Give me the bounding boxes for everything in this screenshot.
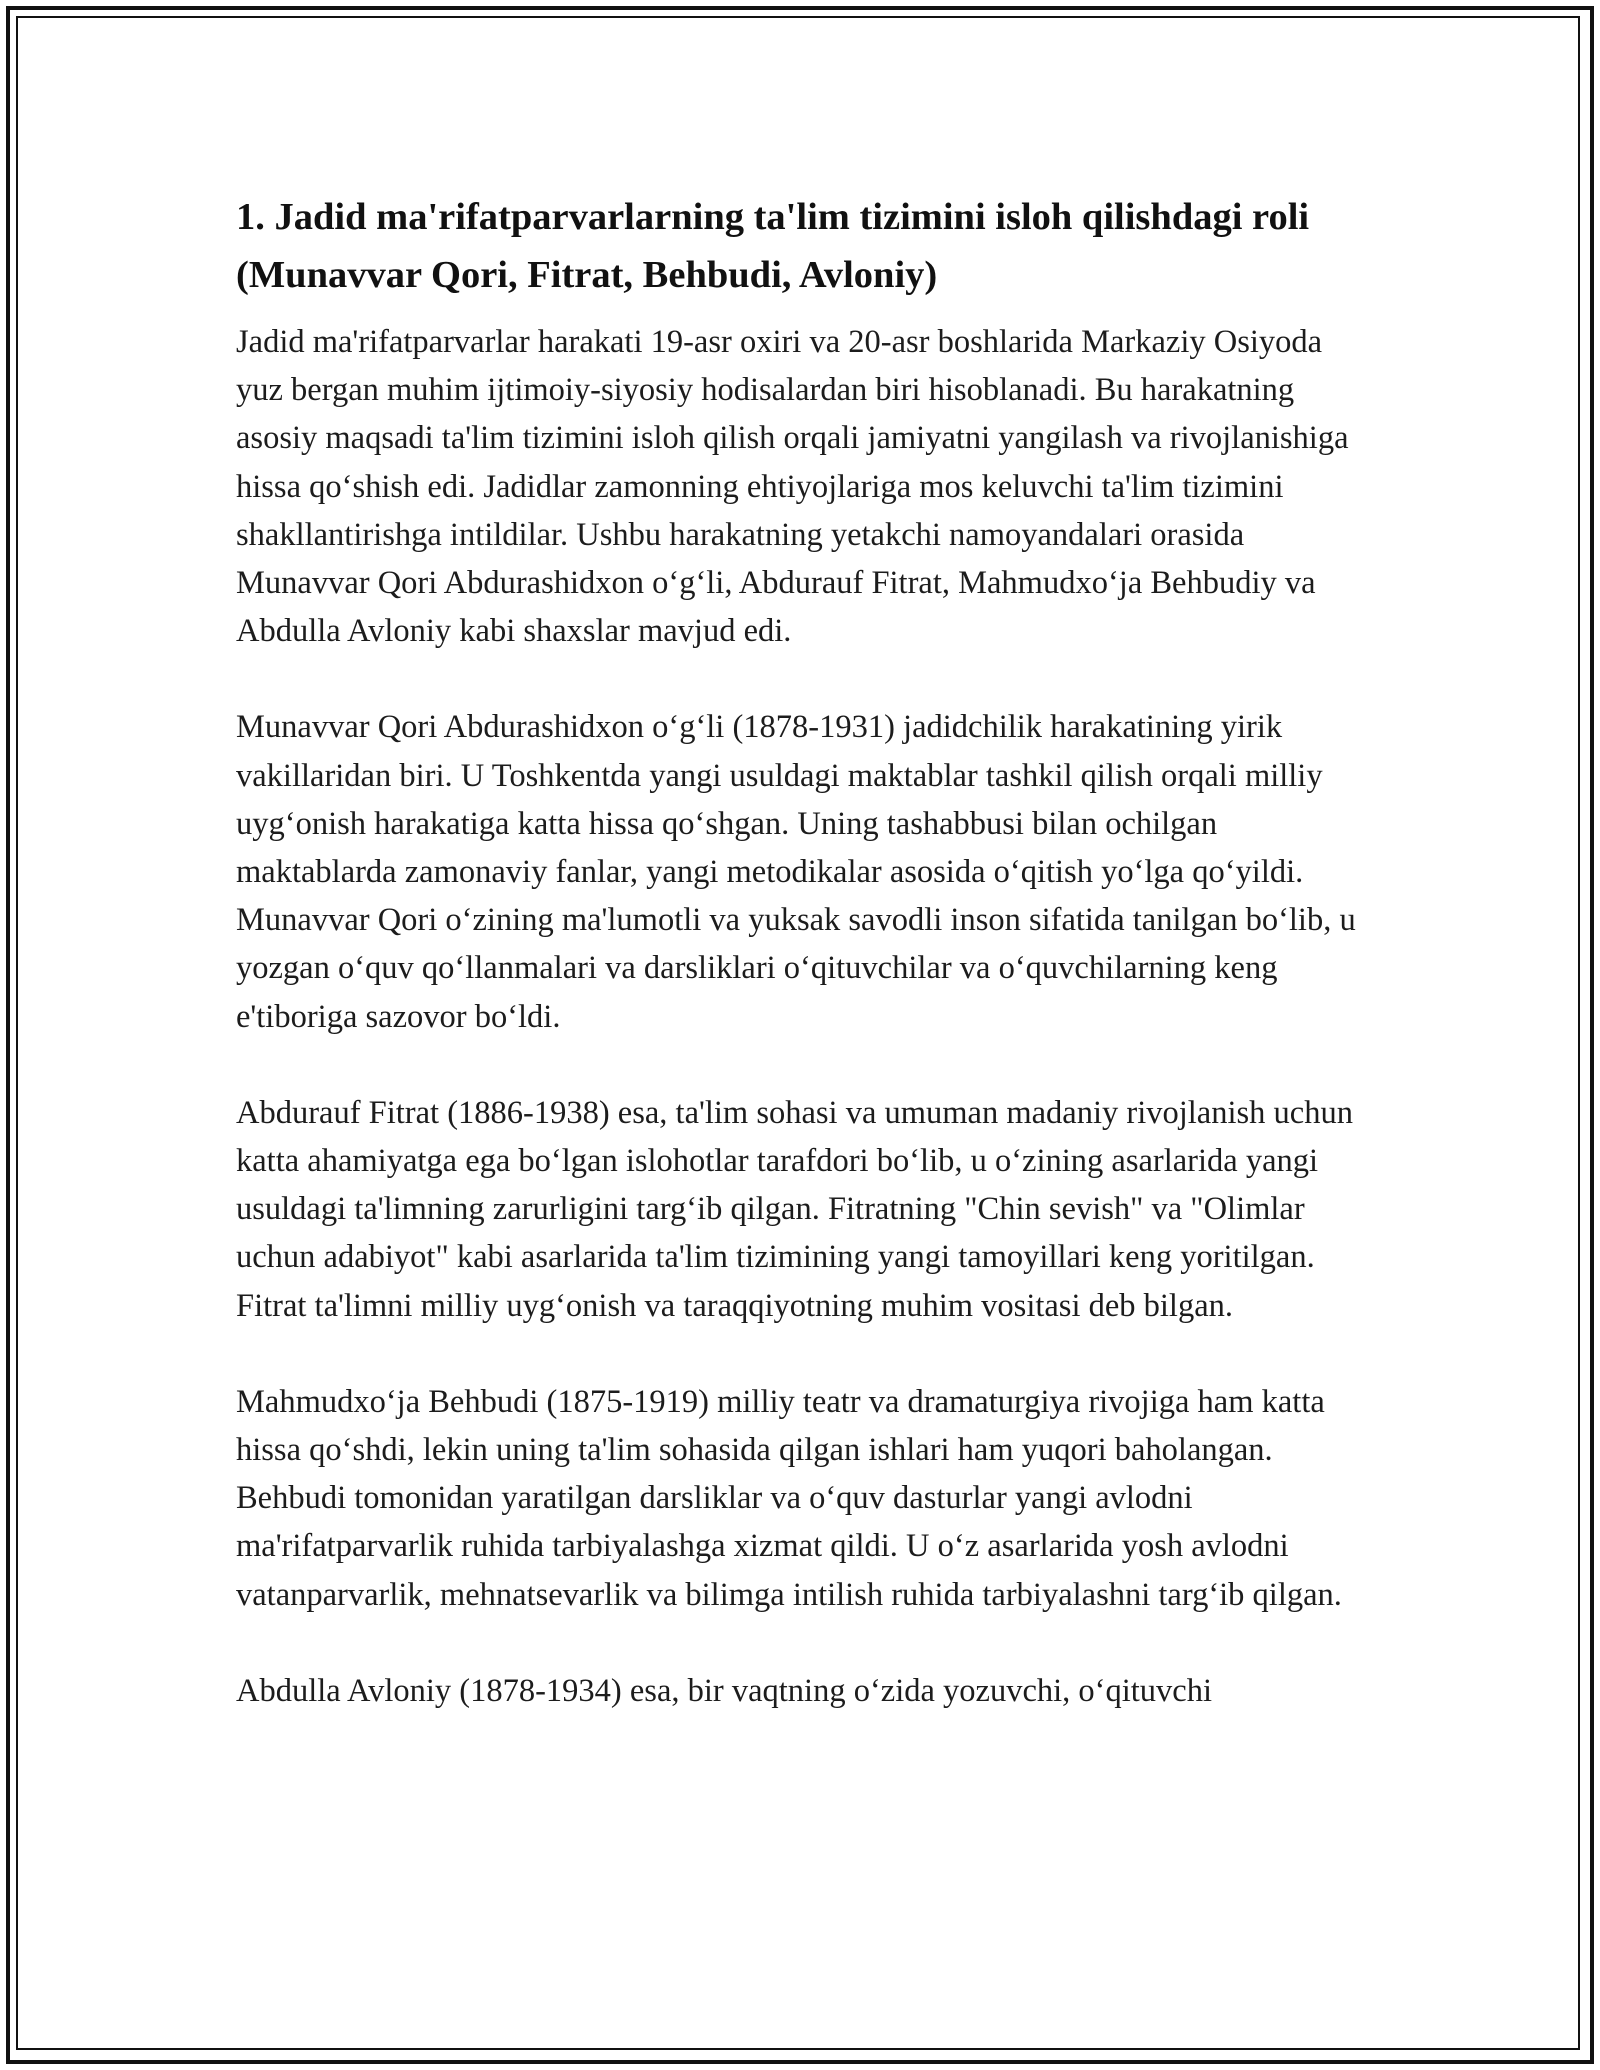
- paragraph-fitrat: Abdurauf Fitrat (1886-1938) esa, ta'lim sohasi va umuman madaniy rivojlanish uchun katta ahamiyatga ega boʻlgan islohotlar tarafdori boʻlib, u oʻzining asarlarida yangi usuldagi ta'limning zarurligini targʻib qilgan. Fitratning "Chin sevish" va "Olimlar uchun adabiyot" kabi asarlarida ta'lim tizimining yangi tamoyillari keng yoritilgan. Fitrat ta'limni milliy uygʻonish va taraqqiyotning muhim vositasi deb bilgan.: [236, 1094, 1353, 1324]
- paragraph-behbudi: Mahmudxoʻja Behbudi (1875-1919) milliy teatr va dramaturgiya rivojiga ham katta hissa qoʻshdi, lekin uning ta'lim sohasida qilgan ishlari ham yuqori baholangan. Behbudi tomonidan yaratilgan darsliklar va oʻquv dasturlar yangi avlodni ma'rifatparvarlik ruhida tarbiyalashga xizmat qildi. U oʻz asarlarida yosh avlodni vatanparvarlik, mehnatsevarlik va bilimga intilish ruhida tarbiyalashni targʻib qilgan.: [236, 1383, 1342, 1613]
- paragraph-munavvar-qori: Munavvar Qori Abdurashidxon oʻgʻli (1878-1931) jadidchilik harakatining yirik vakillaridan biri. U Toshkentda yangi usuldagi maktablar tashkil qilish orqali milliy uygʻonish harakatiga katta hissa qoʻshgan. Uning tashabbusi bilan ochilgan maktablarda zamonaviy fanlar, yangi metodikalar asosida oʻqitish yoʻlga qoʻyildi. Munavvar Qori oʻzining ma'lumotli va yuksak savodli inson sifatida tanilgan boʻlib, u yozgan oʻquv qoʻllanmalari va darsliklari oʻqituvchilar va oʻquvchilarning keng e'tiboriga sazovor boʻldi.: [236, 709, 1356, 1035]
- document-body: [236, 188, 1376, 1763]
- section-heading: 1. Jadid ma'rifatparvarlarning ta'lim tizimini isloh qilishdagi roli (Munavvar Qori, Fitrat, Behbudi, Avloniy): [236, 196, 1310, 296]
- paragraph-avloniy: Abdulla Avloniy (1878-1934) esa, bir vaqtning oʻzida yozuvchi, oʻqituvchi: [236, 1672, 1212, 1709]
- paragraph-jadid-movement: Jadid ma'rifatparvarlar harakati 19-asr oxiri va 20-asr boshlarida Markaziy Osiyoda yuz bergan muhim ijtimoiy-siyosiy hodisalardan biri hisoblanadi. Bu harakatning asosiy maqsadi ta'lim tizimini isloh qilish orqali jamiyatni yangilash va rivojlanishiga hissa qoʻshish edi. Jadidlar zamonning ehtiyojlariga mos keluvchi ta'lim tizimini shakllantirishga intildilar. Ushbu harakatning yetakchi namoyandalari orasida Munavvar Qori Abdurashidxon oʻgʻli, Abdurauf Fitrat, Mahmudxoʻja Behbudiy va Abdulla Avloniy kabi shaxslar mavjud edi.: [236, 324, 1349, 650]
